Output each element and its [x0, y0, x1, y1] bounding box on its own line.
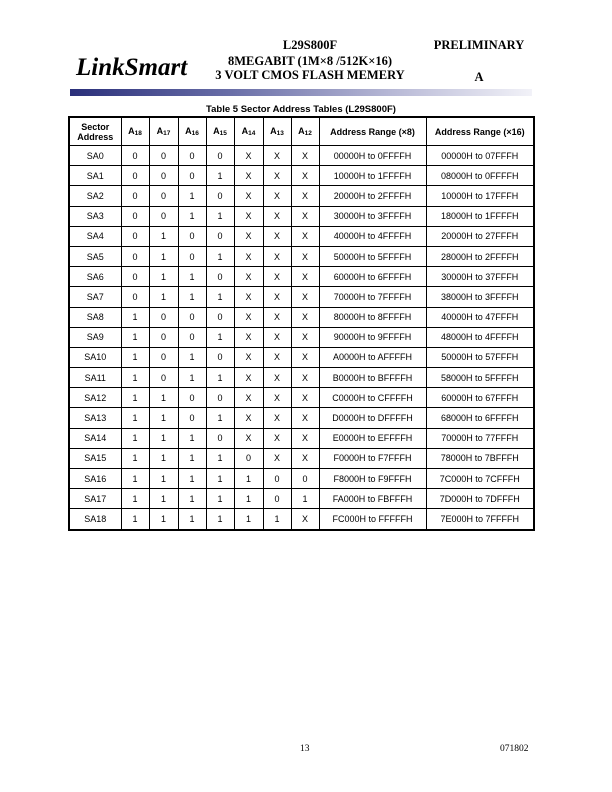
column-header-subscript: 12	[304, 130, 312, 137]
table-cell: X	[291, 307, 319, 327]
table-cell: 48000H to 4FFFFH	[426, 327, 534, 347]
table-cell: X	[291, 206, 319, 226]
table-cell: 1	[149, 509, 178, 530]
table-cell: 78000H to 7BFFFH	[426, 448, 534, 468]
sector-address-table	[68, 116, 535, 531]
table-cell: 0	[121, 246, 149, 266]
table-cell: SA8	[69, 307, 121, 327]
table-cell: X	[263, 408, 291, 428]
table-cell: 1	[234, 509, 263, 530]
table-cell: 1	[149, 388, 178, 408]
table-header-row	[69, 117, 534, 146]
table-cell: X	[263, 368, 291, 388]
table-cell: 68000H to 6FFFFH	[426, 408, 534, 428]
table-cell: 1	[149, 489, 178, 509]
table-cell: X	[291, 287, 319, 307]
table-cell: X	[263, 186, 291, 206]
table-cell: SA5	[69, 246, 121, 266]
revision-label: A	[474, 70, 484, 84]
table-cell: 1	[206, 206, 234, 226]
table-cell: 1	[234, 469, 263, 489]
table-cell: X	[234, 246, 263, 266]
table-cell: 1	[121, 448, 149, 468]
table-cell: SA14	[69, 428, 121, 448]
table-cell: 0	[149, 146, 178, 166]
table-cell: 40000H to 47FFFH	[426, 307, 534, 327]
column-header-label: A	[185, 126, 192, 136]
table-cell: X	[291, 448, 319, 468]
table-cell: 1	[206, 368, 234, 388]
table-cell: 1	[121, 388, 149, 408]
table-row	[69, 368, 534, 388]
table-cell: X	[263, 287, 291, 307]
table-row	[69, 469, 534, 489]
table-cell: 0	[234, 448, 263, 468]
table-cell: 60000H to 6FFFFH	[319, 267, 426, 287]
header-divider	[70, 89, 532, 96]
table-cell: X	[263, 246, 291, 266]
column-header-label: A	[298, 126, 305, 136]
table-row	[69, 226, 534, 246]
table-cell: SA10	[69, 347, 121, 367]
table-cell: 0	[121, 206, 149, 226]
table-cell: 1	[178, 186, 206, 206]
table-cell: X	[291, 327, 319, 347]
table-row	[69, 146, 534, 166]
table-cell: 0	[178, 307, 206, 327]
table-cell: SA17	[69, 489, 121, 509]
column-header-label: A	[241, 126, 249, 136]
table-cell: 0	[178, 408, 206, 428]
table-cell: 58000H to 5FFFFH	[426, 368, 534, 388]
table-cell: 00000H to 07FFFH	[426, 146, 534, 166]
table-cell: X	[291, 246, 319, 266]
table-cell: 50000H to 5FFFFH	[319, 246, 426, 266]
table-cell: 7D000H to 7DFFFH	[426, 489, 534, 509]
table-cell: 1	[178, 469, 206, 489]
table-cell: X	[234, 368, 263, 388]
table-cell: X	[291, 509, 319, 530]
column-header-label: A	[213, 126, 220, 136]
column-header	[206, 117, 234, 146]
table-cell: 1	[149, 448, 178, 468]
table-cell: SA18	[69, 509, 121, 530]
table-row	[69, 206, 534, 226]
table-cell: SA3	[69, 206, 121, 226]
table-cell: B0000H to BFFFFH	[319, 368, 426, 388]
table-cell: X	[291, 408, 319, 428]
table-cell: 1	[178, 287, 206, 307]
table-cell: 08000H to 0FFFFH	[426, 166, 534, 186]
table-cell: 0	[178, 327, 206, 347]
table-cell: 1	[206, 469, 234, 489]
table-cell: 1	[149, 267, 178, 287]
table-cell: 1	[263, 509, 291, 530]
column-header-label: A	[156, 126, 164, 136]
table-cell: 1	[178, 368, 206, 388]
table-cell: 1	[121, 469, 149, 489]
table-cell: 1	[121, 327, 149, 347]
table-row	[69, 287, 534, 307]
table-cell: 0	[263, 469, 291, 489]
table-cell: X	[234, 226, 263, 246]
table-cell: X	[234, 206, 263, 226]
column-header-subscript: 15	[219, 130, 227, 137]
table-cell: X	[291, 166, 319, 186]
table-cell: 80000H to 8FFFFH	[319, 307, 426, 327]
table-cell: 0	[178, 246, 206, 266]
table-cell: 0	[206, 146, 234, 166]
table-cell: 0	[206, 347, 234, 367]
column-header	[178, 117, 206, 146]
table-cell: C0000H to CFFFFH	[319, 388, 426, 408]
table-cell: X	[234, 287, 263, 307]
column-header-label: Sector Address	[77, 121, 114, 142]
column-header	[291, 117, 319, 146]
table-row	[69, 408, 534, 428]
table-cell: SA2	[69, 186, 121, 206]
table-cell: X	[234, 327, 263, 347]
table-cell: X	[234, 408, 263, 428]
table-cell: X	[263, 206, 291, 226]
table-cell: 0	[206, 226, 234, 246]
table-cell: X	[263, 226, 291, 246]
table-cell: D0000H to DFFFFH	[319, 408, 426, 428]
table-cell: F8000H to F9FFFH	[319, 469, 426, 489]
table-cell: 28000H to 2FFFFH	[426, 246, 534, 266]
table-cell: 40000H to 4FFFFH	[319, 226, 426, 246]
table-cell: 1	[206, 166, 234, 186]
table-cell: X	[263, 327, 291, 347]
column-header-label: A	[128, 126, 135, 136]
table-cell: 10000H to 1FFFFH	[319, 166, 426, 186]
column-header	[149, 117, 178, 146]
table-cell: 10000H to 17FFFH	[426, 186, 534, 206]
table-cell: SA7	[69, 287, 121, 307]
table-cell: 1	[149, 287, 178, 307]
table-cell: 0	[149, 347, 178, 367]
table-cell: E0000H to EFFFFH	[319, 428, 426, 448]
document-code: 071802	[500, 744, 529, 754]
table-cell: SA16	[69, 469, 121, 489]
table-cell: 0	[149, 307, 178, 327]
table-cell: 20000H to 2FFFFH	[319, 186, 426, 206]
column-header-subscript: 18	[134, 130, 142, 137]
table-cell: 30000H to 37FFFH	[426, 267, 534, 287]
table-cell: 0	[121, 267, 149, 287]
table-cell: 1	[149, 469, 178, 489]
table-cell: 1	[206, 246, 234, 266]
table-cell: 1	[121, 509, 149, 530]
table-cell: SA13	[69, 408, 121, 428]
table-cell: 0	[121, 287, 149, 307]
table-cell: 1	[121, 489, 149, 509]
device-voltage: 3 VOLT CMOS FLASH MEMERY	[215, 68, 405, 82]
table-cell: 70000H to 7FFFFH	[319, 287, 426, 307]
table-cell: 0	[178, 388, 206, 408]
table-cell: 1	[234, 489, 263, 509]
table-row	[69, 489, 534, 509]
table-cell: X	[291, 267, 319, 287]
column-header	[121, 117, 149, 146]
table-cell: 1	[206, 509, 234, 530]
table-cell: 1	[206, 489, 234, 509]
table-cell: X	[263, 166, 291, 186]
table-cell: 1	[149, 226, 178, 246]
table-cell: 0	[178, 146, 206, 166]
table-cell: SA12	[69, 388, 121, 408]
table-cell: 70000H to 77FFFH	[426, 428, 534, 448]
table-cell: SA9	[69, 327, 121, 347]
table-row	[69, 347, 534, 367]
table-cell: SA11	[69, 368, 121, 388]
table-row	[69, 388, 534, 408]
table-cell: 1	[149, 428, 178, 448]
table-cell: 1	[178, 448, 206, 468]
table-cell: FA000H to FBFFFH	[319, 489, 426, 509]
table-cell: X	[234, 428, 263, 448]
table-cell: 0	[149, 368, 178, 388]
table-cell: 1	[121, 368, 149, 388]
table-cell: 50000H to 57FFFH	[426, 347, 534, 367]
table-cell: 20000H to 27FFFH	[426, 226, 534, 246]
table-cell: 1	[206, 287, 234, 307]
table-cell: 18000H to 1FFFFH	[426, 206, 534, 226]
table-cell: X	[291, 347, 319, 367]
table-cell: 1	[178, 509, 206, 530]
table-cell: 1	[178, 489, 206, 509]
table-cell: X	[234, 347, 263, 367]
table-cell: 0	[206, 388, 234, 408]
table-cell: 38000H to 3FFFFH	[426, 287, 534, 307]
table-cell: X	[234, 388, 263, 408]
table-cell: 0	[178, 226, 206, 246]
table-cell: X	[291, 146, 319, 166]
table-cell: 0	[206, 428, 234, 448]
column-header	[319, 117, 426, 146]
table-cell: X	[234, 146, 263, 166]
table-cell: SA0	[69, 146, 121, 166]
table-cell: 1	[206, 327, 234, 347]
table-cell: 0	[206, 267, 234, 287]
column-header-label: Address Range (×16)	[434, 126, 525, 137]
table-row	[69, 166, 534, 186]
table-cell: 1	[178, 347, 206, 367]
table-cell: X	[291, 226, 319, 246]
table-cell: 0	[149, 186, 178, 206]
table-cell: 1	[121, 347, 149, 367]
table-cell: 90000H to 9FFFFH	[319, 327, 426, 347]
table-row	[69, 448, 534, 468]
table-cell: X	[263, 267, 291, 287]
table-cell: 0	[263, 489, 291, 509]
table-cell: X	[263, 146, 291, 166]
table-cell: 0	[149, 166, 178, 186]
table-cell: SA15	[69, 448, 121, 468]
table-row	[69, 327, 534, 347]
table-cell: X	[263, 388, 291, 408]
table-cell: A0000H to AFFFFH	[319, 347, 426, 367]
table-cell: 0	[206, 307, 234, 327]
table-cell: 1	[178, 428, 206, 448]
table-cell: X	[263, 448, 291, 468]
table-cell: 1	[121, 408, 149, 428]
column-header	[426, 117, 534, 146]
table-cell: X	[234, 267, 263, 287]
table-cell: 0	[291, 469, 319, 489]
column-header	[263, 117, 291, 146]
table-caption: Table 5 Sector Address Tables (L29S800F)	[206, 104, 396, 115]
table-cell: X	[291, 388, 319, 408]
table-cell: 1	[121, 428, 149, 448]
table-cell: SA6	[69, 267, 121, 287]
table-cell: 0	[206, 186, 234, 206]
table-cell: 7C000H to 7CFFFH	[426, 469, 534, 489]
table-row	[69, 246, 534, 266]
table-cell: 0	[121, 226, 149, 246]
table-row	[69, 186, 534, 206]
table-cell: X	[263, 347, 291, 367]
table-cell: X	[234, 166, 263, 186]
device-description: 8MEGABIT (1M×8 /512K×16)	[227, 54, 392, 68]
table-cell: 7E000H to 7FFFFH	[426, 509, 534, 530]
table-cell: FC000H to FFFFFH	[319, 509, 426, 530]
column-header-subscript: 13	[276, 130, 284, 137]
table-cell: 60000H to 67FFFH	[426, 388, 534, 408]
table-cell: 1	[291, 489, 319, 509]
column-header-subscript: 17	[163, 130, 171, 137]
table-cell: 0	[178, 166, 206, 186]
table-cell: 1	[149, 246, 178, 266]
part-number: L29S800F	[282, 38, 338, 52]
column-header-subscript: 16	[191, 130, 199, 137]
status-label: PRELIMINARY	[433, 38, 525, 52]
table-cell: F0000H to F7FFFH	[319, 448, 426, 468]
table-cell: 30000H to 3FFFFH	[319, 206, 426, 226]
table-cell: 0	[121, 186, 149, 206]
table-cell: X	[291, 368, 319, 388]
table-cell: 1	[178, 267, 206, 287]
column-header	[69, 117, 121, 146]
table-cell: 0	[121, 146, 149, 166]
table-cell: 1	[206, 408, 234, 428]
table-cell: 0	[149, 206, 178, 226]
column-header-subscript: 14	[248, 130, 256, 137]
page-number: 13	[300, 744, 310, 754]
table-cell: SA4	[69, 226, 121, 246]
column-header-label: A	[270, 126, 277, 136]
table-cell: SA1	[69, 166, 121, 186]
table-cell: X	[234, 307, 263, 327]
table-cell: 1	[121, 307, 149, 327]
table-cell: X	[234, 186, 263, 206]
table-cell: X	[263, 428, 291, 448]
table-cell: 1	[149, 408, 178, 428]
table-cell: X	[291, 428, 319, 448]
column-header	[234, 117, 263, 146]
table-row	[69, 307, 534, 327]
column-header-label: Address Range (×8)	[330, 126, 415, 137]
table-cell: X	[263, 307, 291, 327]
table-cell: X	[291, 186, 319, 206]
table-cell: 00000H to 0FFFFH	[319, 146, 426, 166]
table-cell: 0	[149, 327, 178, 347]
table-row	[69, 509, 534, 530]
table-cell: 1	[178, 206, 206, 226]
table-row	[69, 428, 534, 448]
company-logo: LinkSmart	[76, 54, 188, 81]
table-row	[69, 267, 534, 287]
table-cell: 1	[206, 448, 234, 468]
table-cell: 0	[121, 166, 149, 186]
